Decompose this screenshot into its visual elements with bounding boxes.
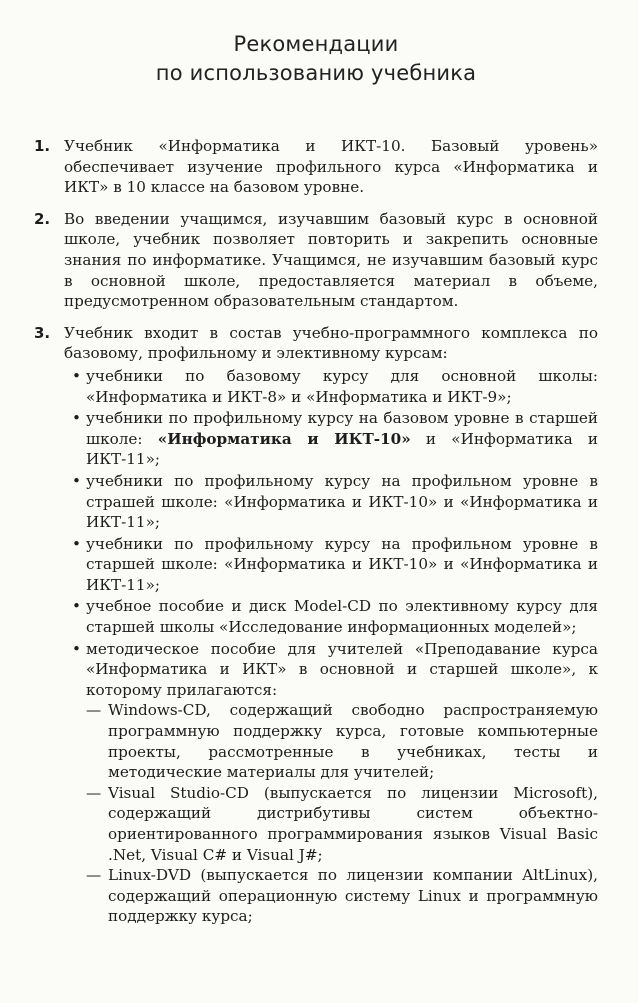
bullet-item bbox=[64, 408, 598, 470]
bullet-icon: • bbox=[72, 534, 81, 553]
dash-text: Visual Studio-CD (выпускается по лицензии Microsoft), содержащий дистрибутивы систем объектно-ориентированного программирования языков Visual Basic .Net, Visual C# и Visual J#; bbox=[108, 783, 598, 864]
dash-text: Windows-CD, содержащий свободно распространяемую программную поддержку курса, готовые компьютерные проекты, рассмотренные в учебниках, тесты и методические материалы для учителей; bbox=[108, 701, 598, 782]
bullet-item bbox=[64, 471, 598, 533]
dash-list bbox=[86, 700, 598, 927]
bullet-icon: • bbox=[72, 366, 81, 385]
list-item-1 bbox=[34, 136, 598, 198]
page-title bbox=[34, 30, 598, 88]
title-line-2: по использованию учебника bbox=[155, 61, 477, 85]
item-intro: Учебник входит в состав учебно-программного комплекса по базовому, профильному и элективному курсам: bbox=[64, 323, 598, 363]
item-number: 3. bbox=[34, 323, 51, 342]
bullet-text: учебники по профильному курсу на профильном уровне в страшей школе: «Информатика и ИКТ-10» и «Информатика и ИКТ-11»; bbox=[86, 471, 598, 532]
bullet-item bbox=[64, 366, 598, 407]
dash-item bbox=[86, 783, 598, 865]
bullet-icon: • bbox=[72, 597, 81, 616]
bullet-text: учебное пособие и диск Model-CD по элективному курсу для старшей школы «Исследование информационных моделей»; bbox=[86, 597, 598, 637]
bullet-item bbox=[64, 534, 598, 596]
list-item-3 bbox=[34, 323, 598, 927]
list-item-2 bbox=[34, 209, 598, 312]
bullet-item bbox=[64, 596, 598, 637]
bullet-icon: • bbox=[72, 471, 81, 490]
bullet-text-pre: учебники по профильному курсу на базовом уровне в старшей школе: bbox=[86, 409, 598, 448]
dash-icon: — bbox=[86, 701, 102, 720]
item-number: 2. bbox=[34, 209, 51, 228]
bullet-list bbox=[64, 366, 598, 927]
item-number: 1. bbox=[34, 137, 51, 155]
bullet-text: учебники по базовому курсу для основной школы: «Информатика и ИКТ-8» и «Информатика и ИКТ-9»; bbox=[86, 366, 598, 406]
bullet-text-bold: «Информатика и ИКТ-10» bbox=[157, 429, 411, 448]
bullet-text-post: и «Информатика и ИКТ-11»; bbox=[86, 429, 598, 469]
dash-icon: — bbox=[86, 783, 102, 802]
dash-item bbox=[86, 700, 598, 782]
bullet-text: учебники по профильному курсу на профильном уровне в старшей школе: «Информатика и ИКТ-10» и «Информатика и ИКТ-11»; bbox=[86, 534, 598, 594]
bullet-item bbox=[64, 639, 598, 927]
dash-text: Linux-DVD (выпускается по лицензии компании AltLinux), содержащий операционную систему Linux и программную поддержку курса; bbox=[108, 866, 598, 926]
recommendations-list bbox=[34, 136, 598, 927]
title-line-1: Рекомендации bbox=[233, 32, 399, 56]
dash-item bbox=[86, 865, 598, 927]
item-text: Учебник «Информатика и ИКТ-10. Базовый уровень» обеспечивает изучение профильного курса «Информатика и ИКТ» в 10 классе на базовом уровне. bbox=[64, 137, 598, 197]
bullet-icon: • bbox=[72, 409, 81, 428]
bullet-icon: • bbox=[72, 639, 81, 658]
dash-icon: — bbox=[86, 866, 102, 885]
bullet-text: методическое пособие для учителей «Преподавание курса «Информатика и ИКТ» в основной и старшей школе», к которому прилагаются: bbox=[86, 639, 598, 699]
item-text: Во введении учащимся, изучавшим базовый курс в основной школе, учебник позволяет повторить и закрепить основные знания по информатике. Учащимся, не изучавшим базовый курс в основной школе, предоставляется материал в объеме, предусмотренном образовательным стандартом. bbox=[64, 209, 598, 311]
